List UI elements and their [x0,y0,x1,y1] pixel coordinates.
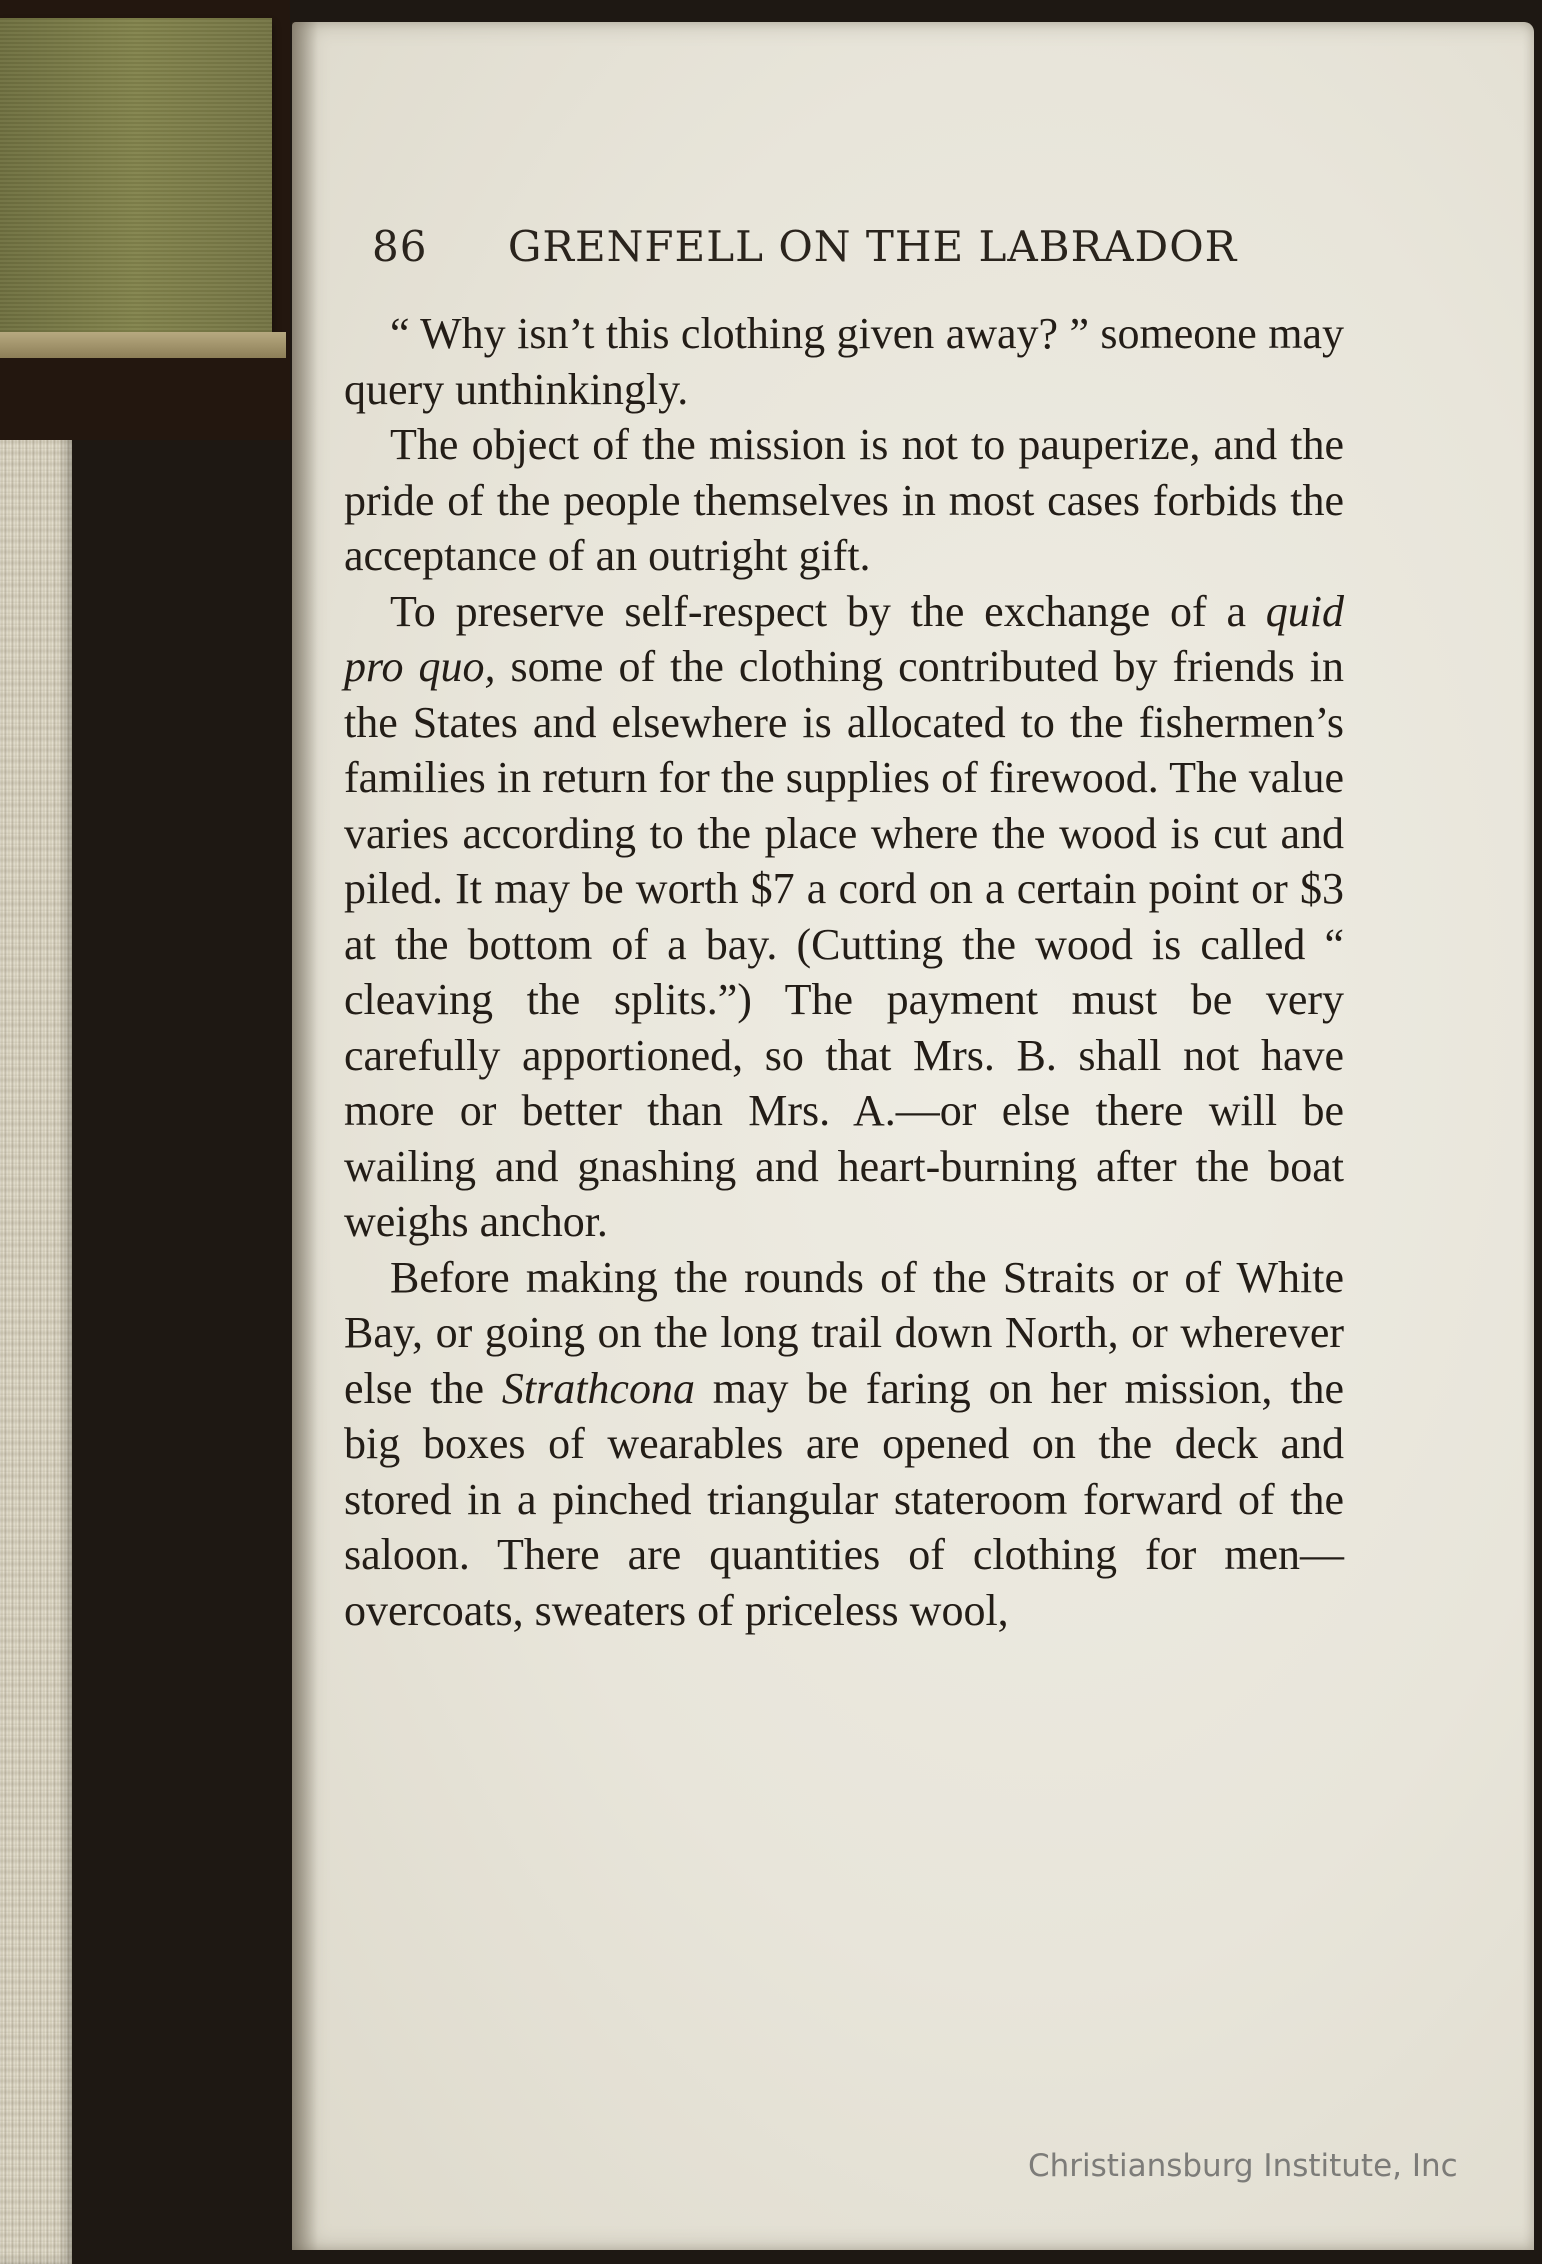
book-page [292,22,1534,2250]
paragraph-3 [344,584,1344,1250]
paragraph-2-text: The object of the mission is not to pauperize, and the pride of the people themselves in most cases forbids the acceptance of an outright gift. [344,420,1344,580]
paragraph-3-text-before: To preserve self-respect by the exchange of a [390,586,1266,636]
paragraph-1 [344,306,1344,417]
cover-board [0,18,272,336]
page-number: 86 [372,222,428,271]
running-head [372,222,1352,271]
paragraph-3-italic-phrase: quid pro quo, [344,586,1344,691]
paragraph-4-ship-name: Strathcona [501,1363,695,1413]
paragraph-4-text-before: Before making the rounds of the Straits or of White Bay, or going on the long trail down North, or wherever else the [344,1252,1344,1413]
watermark: Christiansburg Institute, Inc [1028,2148,1458,2184]
book-cover [0,0,290,440]
paragraph-1-text: “ Why isn’t this clothing given away? ” someone may query unthinkingly. [344,309,1344,414]
cover-edge [0,332,286,358]
paragraph-4 [344,1250,1344,1639]
paragraph-4-text-after: may be faring on her mission, the big boxes of wearables are opened on the deck and stored in a pinched triangular stateroom forward of the saloon. There are quantities of clothing for men—overcoats, sweaters of priceless wool, [344,1363,1344,1635]
book-title: GRENFELL ON THE LABRADOR [507,222,1238,271]
page-edges [0,405,72,2264]
paragraph-3-text-after: some of the clothing contributed by friends in the States and elsewhere is allocated to the fishermen’s families in return for the supplies of firewood. The value varies according to the place where the wood is cut and piled. It may be worth $7 a cord on a certain point or $3 at the bottom of a bay. (Cutting the wood is called “ cleaving the splits.”) The payment must be very carefully apportioned, so that Mrs. B. shall not have more or better than Mrs. A.—or else there will be wailing and gnashing and heart-burning after the boat weighs anchor. [344,642,1344,1246]
paragraph-2 [344,417,1344,584]
body-text [344,306,1344,1638]
